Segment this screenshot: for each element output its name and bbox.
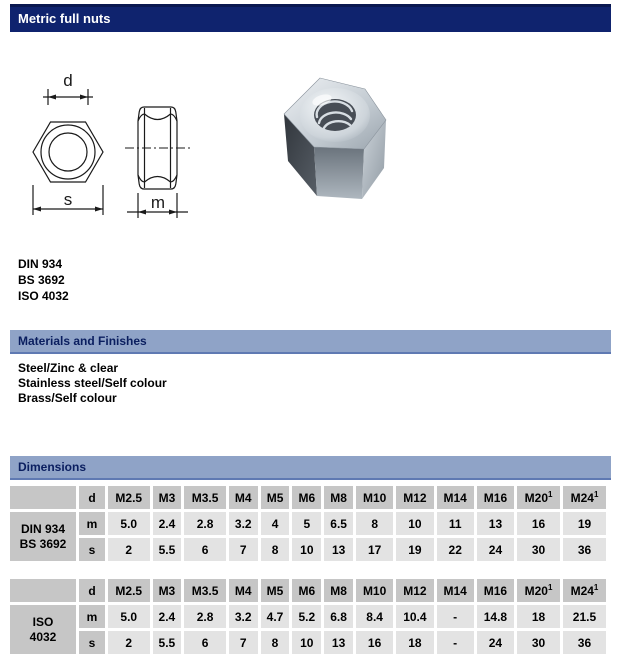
table-standard-label-cell	[10, 605, 76, 654]
data-cell-s-M14: -	[437, 631, 474, 654]
table-row-m	[10, 512, 606, 535]
hex-nut-technical-drawing	[10, 72, 218, 242]
standard-label-line-1: BS 3692	[19, 536, 67, 551]
table-header-row	[10, 486, 606, 509]
data-cell-m-M12: 10	[396, 512, 433, 535]
data-cell-m-M3.5: 2.8	[184, 512, 226, 535]
data-cell-m-M4: 3.2	[229, 512, 258, 535]
header-size-cell-M3: M3	[153, 579, 182, 602]
header-size-cell-M24: $M24^1$	[563, 579, 606, 602]
data-cell-s-M5: 8	[261, 631, 290, 654]
data-cell-m-M3.5: 2.8	[184, 605, 226, 628]
size-footnote-mark: 1	[593, 490, 599, 499]
size-footnote-mark: 1	[593, 583, 599, 592]
dimensions-header-label: Dimensions	[18, 460, 87, 474]
header-blank-cell	[10, 579, 76, 602]
standard-line-0: DIN 934	[18, 257, 63, 271]
size-footnote-mark: 1	[548, 490, 553, 499]
row-key-cell-s: s	[79, 538, 105, 561]
data-cell-m-M16: 13	[477, 512, 514, 535]
data-cell-m-M2.5: 5.0	[108, 512, 150, 535]
data-cell-m-M8: 6.8	[324, 605, 353, 628]
header-size-cell-M2.5: M2.5	[108, 486, 150, 509]
header-blank-cell	[10, 486, 76, 509]
table-row-m	[10, 605, 606, 628]
size-footnote-mark: 1	[547, 583, 553, 592]
data-cell-s-M5: 8	[261, 538, 290, 561]
header-size-cell-M10: M10	[356, 579, 393, 602]
data-cell-s-M3: 5.5	[153, 631, 182, 654]
header-size-cell-M16: M16	[477, 579, 514, 602]
material-item-1: Stainless steel/Self colour	[18, 376, 167, 390]
data-cell-s-M24: 36	[563, 538, 606, 561]
standards-list	[18, 256, 619, 304]
data-cell-m-M12: 10.4	[396, 605, 433, 628]
dimensions-header-bar	[10, 456, 611, 480]
dimensions-table-din934-bs3692	[7, 483, 609, 564]
header-size-cell-M5: M5	[261, 486, 290, 509]
material-item-2: Brass/Self colour	[18, 391, 117, 405]
header-size-cell-M16: M16	[477, 486, 514, 509]
dimensions-section	[0, 456, 619, 657]
dim-label-s: s	[63, 190, 73, 209]
standard-label-line-0: DIN 934	[20, 521, 66, 536]
data-cell-s-M12: 18	[396, 631, 433, 654]
data-cell-m-M10: 8.4	[356, 605, 393, 628]
header-size-cell-M20: $M20^1$	[517, 486, 560, 509]
data-cell-m-M14: -	[437, 605, 474, 628]
header-size-cell-M8: M8	[324, 486, 353, 509]
materials-header-bar	[10, 330, 611, 354]
header-size-cell-M10: M10	[356, 486, 393, 509]
header-size-cell-M3.5: M3.5	[184, 486, 226, 509]
data-cell-s-M20: 30	[517, 538, 560, 561]
data-cell-m-M20: 16	[517, 512, 560, 535]
header-size-cell-M4: M4	[229, 579, 258, 602]
figure-row	[0, 72, 619, 244]
materials-section	[0, 330, 619, 406]
data-cell-s-M24: 36	[563, 631, 606, 654]
header-size-cell-M12: M12	[396, 579, 433, 602]
data-cell-m-M8: 6.5	[324, 512, 353, 535]
page-title-label: Metric full nuts	[18, 11, 111, 26]
data-cell-m-M2.5: 5.0	[108, 605, 150, 628]
header-size-cell-M3.5: M3.5	[184, 579, 226, 602]
data-cell-m-M5: 4	[261, 512, 290, 535]
data-cell-m-M20: 18	[517, 605, 560, 628]
row-key-cell-m: m	[79, 605, 105, 628]
data-cell-s-M14: 22	[437, 538, 474, 561]
standard-label-line-0: ISO	[32, 614, 54, 629]
data-cell-s-M12: 19	[396, 538, 433, 561]
data-cell-m-M3: 2.4	[153, 512, 182, 535]
data-cell-s-M2.5: 2	[108, 631, 150, 654]
data-cell-m-M24: 21.5	[563, 605, 606, 628]
data-cell-m-M5: 4.7	[261, 605, 290, 628]
header-d-cell: d	[79, 579, 105, 602]
header-size-cell-M8: M8	[324, 579, 353, 602]
data-cell-m-M14: 11	[437, 512, 474, 535]
header-size-cell-M6: M6	[292, 486, 321, 509]
header-size-cell-M14: M14	[437, 579, 474, 602]
header-size-cell-M14: M14	[437, 486, 474, 509]
data-cell-s-M10: 17	[356, 538, 393, 561]
data-cell-s-M3.5: 6	[184, 631, 226, 654]
dim-label-m: m	[150, 193, 166, 212]
table-header-row	[10, 579, 606, 602]
front-view-hexagon	[33, 122, 103, 182]
header-d-cell: d	[79, 486, 105, 509]
material-item-0: Steel/Zinc & clear	[18, 361, 119, 375]
page-title	[10, 4, 611, 32]
header-size-cell-M2.5: M2.5	[108, 579, 150, 602]
table-standard-label-cell	[10, 512, 76, 561]
data-cell-s-M8: 13	[324, 538, 353, 561]
data-cell-s-M6: 10	[292, 538, 321, 561]
table-row-s	[10, 538, 606, 561]
data-cell-m-M4: 3.2	[229, 605, 258, 628]
header-size-cell-M3: M3	[153, 486, 182, 509]
header-size-cell-M20: $M20^1$	[517, 579, 560, 602]
header-size-cell-M12: M12	[396, 486, 433, 509]
data-cell-s-M20: 30	[517, 631, 560, 654]
dim-label-d: d	[63, 72, 73, 90]
data-cell-s-M3: 5.5	[153, 538, 182, 561]
header-size-cell-M24: $M24^1$	[563, 486, 606, 509]
standard-line-2: ISO 4032	[18, 289, 69, 303]
dimensions-table-iso4032	[7, 576, 609, 657]
data-cell-s-M16: 24	[477, 631, 514, 654]
header-size-cell-M5: M5	[261, 579, 290, 602]
header-size-cell-M4: M4	[229, 486, 258, 509]
materials-list	[18, 361, 619, 406]
data-cell-s-M4: 7	[229, 538, 258, 561]
hex-nut-photo	[256, 74, 406, 214]
data-cell-m-M3: 2.4	[153, 605, 182, 628]
row-key-cell-s: s	[79, 631, 105, 654]
data-cell-s-M2.5: 2	[108, 538, 150, 561]
standard-line-1: BS 3692	[18, 273, 65, 287]
row-key-cell-m: m	[79, 512, 105, 535]
data-cell-m-M16: 14.8	[477, 605, 514, 628]
standard-label-line-1: 4032	[29, 629, 57, 644]
table-row-s	[10, 631, 606, 654]
data-cell-s-M3.5: 6	[184, 538, 226, 561]
data-cell-s-M10: 16	[356, 631, 393, 654]
data-cell-s-M16: 24	[477, 538, 514, 561]
header-size-cell-M6: M6	[292, 579, 321, 602]
data-cell-m-M24: 19	[563, 512, 606, 535]
data-cell-s-M4: 7	[229, 631, 258, 654]
data-cell-m-M6: 5	[292, 512, 321, 535]
data-cell-s-M6: 10	[292, 631, 321, 654]
data-cell-m-M10: 8	[356, 512, 393, 535]
materials-header-label: Materials and Finishes	[18, 334, 147, 348]
data-cell-m-M6: 5.2	[292, 605, 321, 628]
data-cell-s-M8: 13	[324, 631, 353, 654]
